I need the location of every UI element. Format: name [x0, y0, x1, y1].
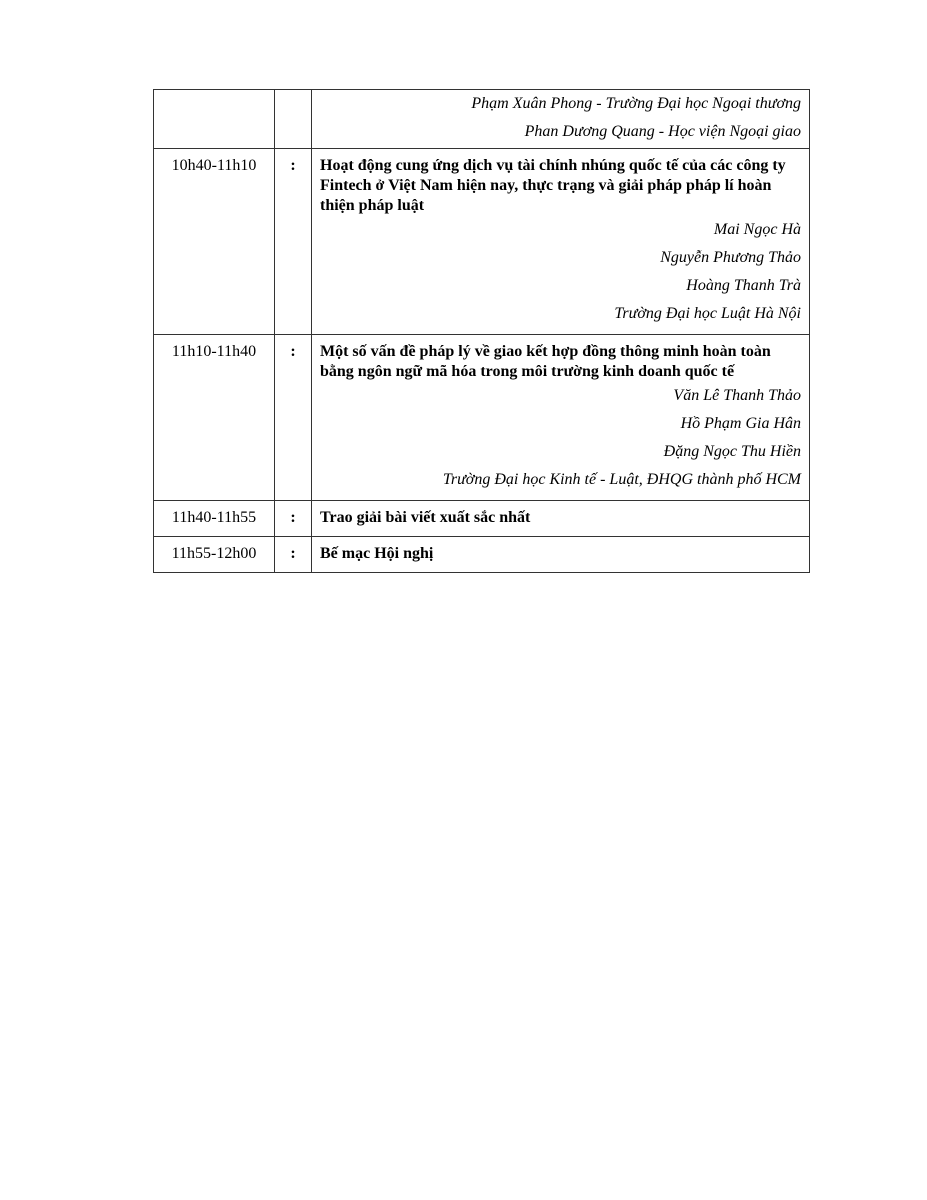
author-line: Đặng Ngọc Thu Hiền — [663, 443, 801, 460]
separator-cell: : — [275, 537, 312, 573]
session-title: Bế mạc Hội nghị — [320, 545, 434, 562]
author-line: Phạm Xuân Phong - Trường Đại học Ngoại thương — [471, 95, 801, 112]
author-affiliation: Trường Đại học Kinh tế - Luật, ĐHQG thành phố HCM — [442, 471, 801, 488]
content-cell — [312, 501, 810, 537]
session-title: Hoạt động cung ứng dịch vụ tài chính nhúng quốc tế của các công ty Fintech ở Việt Nam hiện nay, thực trạng và giải pháp pháp lí hoàn thiện pháp luật — [320, 157, 786, 214]
author-line: Mai Ngọc Hà — [713, 221, 801, 238]
separator-cell: : — [275, 149, 312, 335]
table-row — [154, 537, 810, 573]
table-row — [154, 149, 810, 335]
author-affiliation: Trường Đại học Luật Hà Nội — [614, 305, 801, 322]
content-cell — [312, 537, 810, 573]
time-cell — [154, 90, 275, 149]
separator-cell: : — [275, 501, 312, 537]
agenda-table — [153, 89, 810, 573]
separator-cell: : — [275, 335, 312, 501]
session-title: Một số vấn đề pháp lý về giao kết hợp đồng thông minh hoàn toàn bằng ngôn ngữ mã hóa trong môi trường kinh doanh quốc tế — [320, 343, 771, 380]
time-cell: 11h55-12h00 — [154, 537, 275, 573]
author-line: Văn Lê Thanh Thảo — [673, 387, 801, 404]
author-line: Hồ Phạm Gia Hân — [680, 415, 801, 432]
separator-cell — [275, 90, 312, 149]
author-line: Nguyễn Phương Thảo — [660, 249, 801, 266]
table-row — [154, 335, 810, 501]
table-row — [154, 501, 810, 537]
author-line: Hoàng Thanh Trà — [686, 277, 801, 294]
time-cell: 11h40-11h55 — [154, 501, 275, 537]
table-row — [154, 90, 810, 149]
content-cell — [312, 335, 810, 501]
content-cell — [312, 90, 810, 149]
time-cell: 10h40-11h10 — [154, 149, 275, 335]
session-title: Trao giải bài viết xuất sắc nhất — [320, 509, 531, 526]
content-cell — [312, 149, 810, 335]
author-line: Phan Dương Quang - Học viện Ngoại giao — [524, 123, 801, 140]
time-cell: 11h10-11h40 — [154, 335, 275, 501]
